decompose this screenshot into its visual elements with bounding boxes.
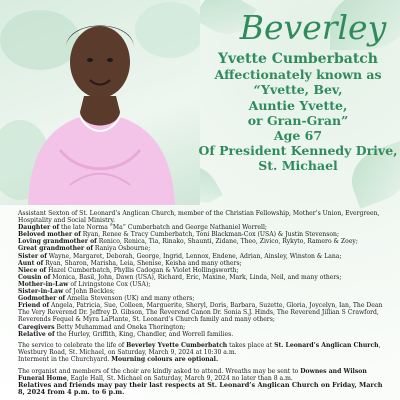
full-name: Yvette Cumberbatch	[218, 51, 378, 67]
wreaths-paragraph: The organist and members of the choir are kindly asked to attend. Wreaths may be sent to Downes and Wilson Funeral Home, Eagle Hall, St. Michael on Saturday, March 9, 2024 no later than 8 a.m.	[18, 367, 367, 383]
header-block	[196, 52, 400, 174]
relation-line: Great grandmother of Raniya Osbourne;	[18, 245, 151, 253]
aka-line: Affectionately known as	[214, 67, 382, 83]
relation-line: Sister of Wayne, Margaret, Deborah, George, Ingrid, Lennox, Endene, Adrian, Ainsley, Winston & Lana;	[18, 252, 342, 260]
service-paragraph: The service to celebrate the life of Beverley Yvette Cumberbatch takes place at St. Leonard’s Anglican Church, Westbury Road, St. Michael, on Saturday, March 9, 2024 at 10:30 a.m. Interment in the Churchyard. Mourning colours are optional.	[18, 342, 381, 364]
address-line: St. Michael	[258, 158, 338, 174]
relation-line: Loving grandmother of Renico, Renica, Tia, Rinako, Shaunti, Zidane, Theo, Zivico, Rykyto, Ramero & Zoey;	[18, 238, 358, 246]
relation-line: Caregivers Betty Muhammad and Oneka Thorington;	[18, 323, 186, 331]
aka-line: “Yvette, Bev,	[253, 82, 343, 98]
obituary-body	[18, 210, 384, 396]
relation-line: Cousin of Monica, Basil, John, Dawn (USA), Richard, Eric, Maxine, Mark, Linda, Neil, and many others;	[18, 273, 342, 281]
aka-line: or Gran-Gran”	[247, 112, 349, 128]
relation-line: Aunt of Ryan, Sharon, Marisha, Leia, Shenise, Keisha and many others;	[18, 259, 242, 267]
age: Age 67	[273, 128, 323, 144]
relation-line: Relative of the Hurley, Griffith, King, Chandler, and Worrell families.	[18, 330, 234, 338]
intro-paragraph: Assistant Sexton of St. Leonard’s Anglican Church, member of the Christian Fellowship, Mother’s Union, Evergreen, Hospitality and Social Ministry.	[18, 210, 380, 225]
aka-line: Auntie Yvette,	[248, 97, 348, 113]
deceased-first-name: Beverley	[239, 8, 387, 47]
relation-line: Friend of Angela, Patricia, Sue, Colleen, Marguerite, Sheryl, Doris, Barbara, Suzette, Gloria, Joycelyn, Ian, The Dean The Very Reverend Dr. Jeffrey D. Gibson, The Reverend Canon Dr. Sonia S.J. Hinds, The Reverend Jillian S Crawford, Reverends Fequel & Myra LaPlante, St. Leonard’s Church family and many others;	[18, 302, 383, 324]
address-line: Of President Kennedy Drive,	[198, 143, 398, 159]
relation-line: Daughter of the late Norma “Ma” Cumberbatch and George Nathaniel Worrell;	[18, 224, 267, 232]
relation-line: Niece of Hazel Cumberbatch, Phyllis Cadogan & Violet Hollingsworth;	[18, 266, 239, 274]
portrait-photo	[0, 0, 200, 205]
relation-line: Beloved mother of Ryan, Renee & Tracy Cumberbatch, Toni Blackman-Cox (USA) & Justin Stevenson;	[18, 231, 340, 239]
relation-line: Sister-in-Law of John Beckles;	[18, 288, 115, 296]
viewing-paragraph: Relatives and friends may pay their last respects at St. Leonard’s Anglican Church on Friday, March 8, 2024 from 4 p.m. to 6 p.m.	[18, 381, 383, 397]
relation-line: Mother-in-Law of Livingstone Cox (USA);	[18, 280, 151, 288]
relation-line: Godmother of Amelia Stevenson (UK) and many others;	[18, 295, 195, 303]
portrait-illustration	[0, 0, 200, 205]
